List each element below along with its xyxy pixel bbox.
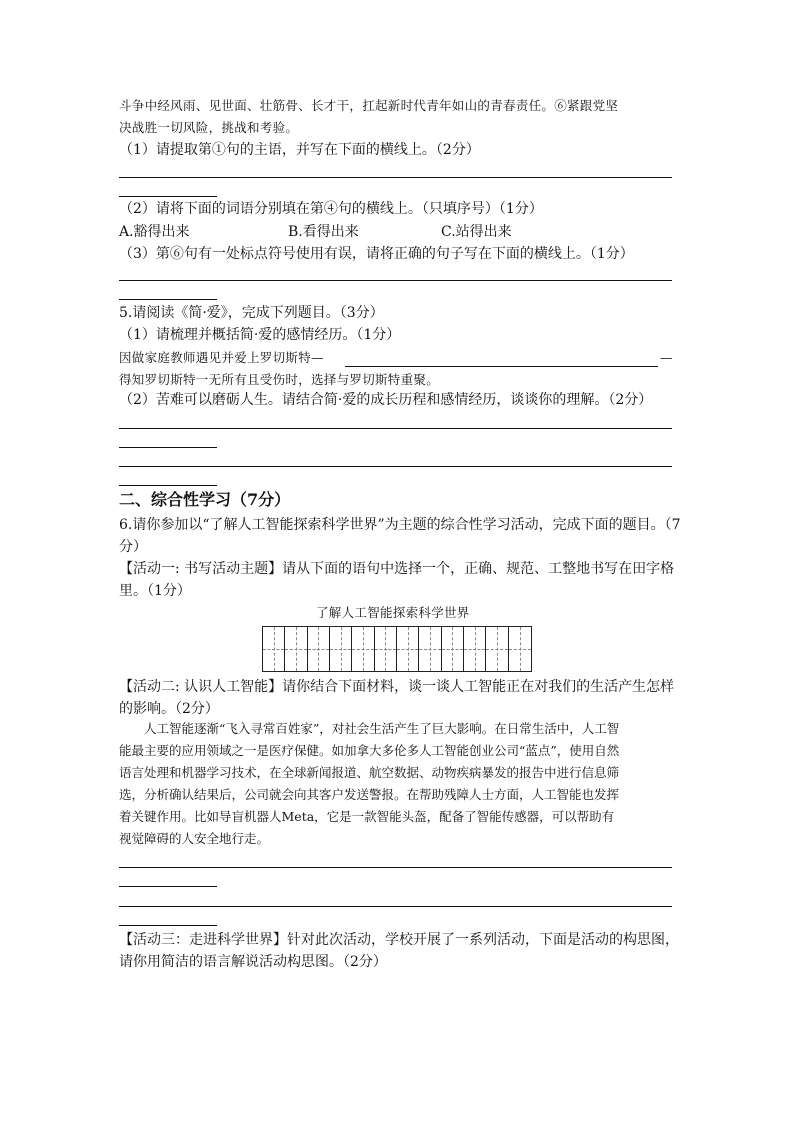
activity1-line1: 【活动一: 书写活动主题】请从下面的语句中选择一个，正确、规范、工整地书写在田字格 bbox=[119, 561, 675, 577]
q4-part3: （3）第⑥句有一处标点符号使用有误，请将正确的句子写在下面的横线上。（1分） bbox=[119, 246, 634, 262]
answer-line-short[interactable] bbox=[119, 299, 217, 300]
option-b: B.看得出来 bbox=[288, 224, 359, 240]
grid-cell[interactable] bbox=[397, 627, 419, 671]
section-heading: 二、综合性学习（7分） bbox=[119, 490, 291, 509]
grid-cell[interactable] bbox=[419, 627, 441, 671]
activity3-line1: 【活动三：走进科学世界】针对此次活动，学校开展了一系列活动，下面是活动的构思图， bbox=[119, 932, 679, 948]
material-line: 视觉障碍的人安全地行走。 bbox=[119, 831, 270, 846]
theme-phrase: 了解人工智能探索科学世界 bbox=[316, 605, 470, 620]
option-c: C.站得出来 bbox=[441, 224, 512, 240]
material-line: 语言处理和机器学习技术，在全球新闻报道、航空数据、动物疾病暴发的报告中进行信息筛 bbox=[119, 765, 620, 780]
grid-cell[interactable] bbox=[486, 627, 508, 671]
answer-line-short[interactable] bbox=[119, 925, 217, 926]
material-line: 能最主要的应用领域之一是医疗保健。如加拿大多伦多人工智能创业公司“蓝点”，使用自然 bbox=[119, 743, 620, 758]
q4-part2: （2）请将下面的词语分别填在第④句的横线上。（只填序号）（1分） bbox=[119, 201, 543, 217]
answer-line[interactable] bbox=[119, 867, 672, 868]
option-a: A.豁得出来 bbox=[119, 224, 190, 240]
answer-line[interactable] bbox=[119, 177, 672, 178]
grid-cell[interactable] bbox=[308, 627, 330, 671]
answer-line[interactable] bbox=[119, 428, 672, 429]
answer-line[interactable] bbox=[119, 906, 672, 907]
answer-line-short[interactable] bbox=[119, 485, 217, 486]
q5-part2: （2）苦难可以磨砺人生。请结合简·爱的成长历程和感情经历，谈谈你的理解。（2分） bbox=[119, 392, 653, 408]
grid-cell[interactable] bbox=[375, 627, 397, 671]
fill-blank-line[interactable] bbox=[345, 366, 658, 367]
q6-line2: 分） bbox=[119, 539, 147, 555]
material-line: 选，分析确认结果后，公司就会向其客户发送警报。在帮助残障人士方面，人工智能也发挥 bbox=[119, 787, 620, 802]
q5-title: 5.请阅读《简·爱》，完成下列题目。（3分） bbox=[119, 305, 384, 321]
answer-line[interactable] bbox=[119, 280, 672, 281]
answer-line-short[interactable] bbox=[119, 886, 217, 887]
grid-cell[interactable] bbox=[263, 627, 285, 671]
tianzige-grid[interactable] bbox=[262, 626, 532, 672]
q5-flow-start: 因做家庭教师遇见并爱上罗切斯特— bbox=[119, 350, 324, 365]
q5-flow-line2: 得知罗切斯特一无所有且受伤时，选择与罗切斯特重聚。 bbox=[119, 372, 440, 387]
q5-part1: （1）请梳理并概括简·爱的感情经历。（1分） bbox=[119, 327, 401, 343]
answer-line[interactable] bbox=[119, 466, 672, 467]
activity3-line2: 请你用简洁的语言解说活动构思图。（2分） bbox=[119, 954, 387, 970]
grid-cell[interactable] bbox=[464, 627, 486, 671]
answer-line-short[interactable] bbox=[119, 196, 217, 197]
top-para-line1: 斗争中经风雨、见世面、壮筋骨、长才干，扛起新时代青年如山的青春责任。⑥紧跟党坚 bbox=[119, 98, 619, 113]
q4-part1: （1）请提取第①句的主语，并写在下面的横线上。（2分） bbox=[119, 142, 480, 158]
q5-flow-end: — bbox=[660, 350, 673, 365]
activity2-line1: 【活动二: 认识人工智能】请你结合下面材料，谈一谈人工智能正在对我们的生活产生怎样 bbox=[119, 679, 675, 695]
material-line: 着关键作用。比如导盲机器人Meta，它是一款智能头盔，配备了智能传感器，可以帮助有 bbox=[119, 809, 615, 824]
grid-cell[interactable] bbox=[509, 627, 531, 671]
material-line: 人工智能逐渐“飞入寻常百姓家”，对社会生活产生了巨大影响。在日常生活中，人工智 bbox=[144, 721, 620, 736]
answer-line-short[interactable] bbox=[119, 447, 217, 448]
grid-cell[interactable] bbox=[442, 627, 464, 671]
material-passage bbox=[119, 718, 672, 850]
q6-line1: 6.请你参加以“了解人工智能探索科学世界”为主题的综合性学习活动，完成下面的题目。（7 bbox=[119, 517, 681, 533]
grid-cell[interactable] bbox=[285, 627, 307, 671]
activity1-line2: 里。（1分） bbox=[119, 583, 191, 599]
grid-cell[interactable] bbox=[330, 627, 352, 671]
activity2-line2: 的影响。（2分） bbox=[119, 701, 219, 717]
grid-cell[interactable] bbox=[352, 627, 374, 671]
top-para-line2: 决战胜一切风险，挑战和考验。 bbox=[119, 120, 299, 135]
